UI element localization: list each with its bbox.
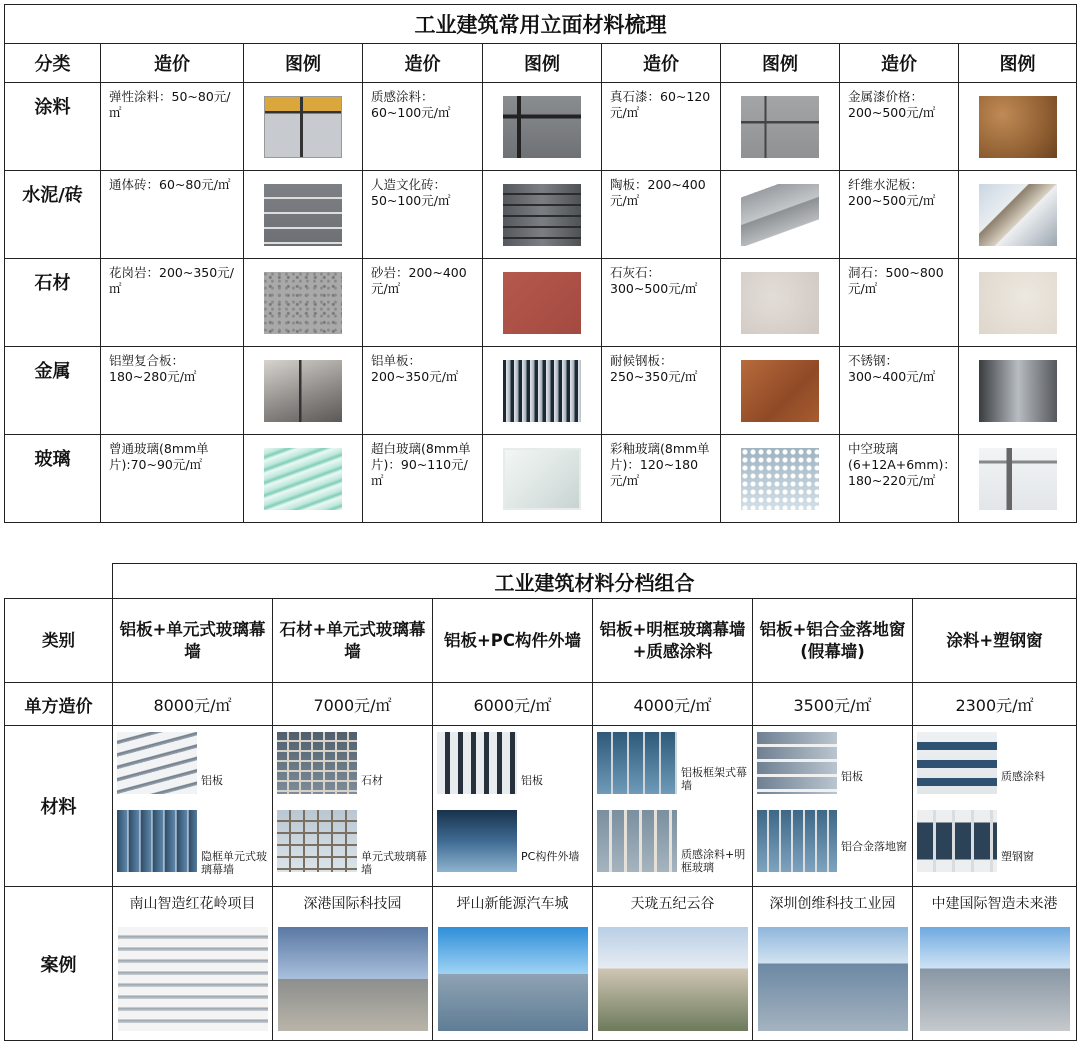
cost-text: 曾通玻璃(8mm单片):70~90元/㎡ <box>101 435 244 523</box>
case-row <box>5 887 1077 1041</box>
header-cost: 造价 <box>363 44 483 83</box>
header-category: 分类 <box>5 44 101 83</box>
category-label: 涂料 <box>5 83 101 171</box>
case-name: 坪山新能源汽车城 <box>456 896 569 912</box>
fiber-cement-swatch <box>979 184 1057 246</box>
unit-price: 3500元/㎡ <box>753 683 913 726</box>
cost-text: 纤维水泥板：200~500元/㎡ <box>840 171 959 259</box>
header-cost: 造价 <box>602 44 721 83</box>
weathering-steel-swatch <box>741 360 819 422</box>
plastic-steel-window-image <box>917 810 997 872</box>
table-row <box>5 435 1077 523</box>
table-row <box>5 171 1077 259</box>
case-photo <box>278 927 428 1031</box>
header-legend: 图例 <box>959 44 1077 83</box>
material-caption: 铝板 <box>521 774 543 787</box>
case-photo <box>920 927 1070 1031</box>
glazed-glass-swatch <box>741 448 819 510</box>
cost-text: 质感涂料：60~100元/㎡ <box>363 83 483 171</box>
cost-text: 彩釉玻璃(8mm单片)：120~180元/㎡ <box>602 435 721 523</box>
category-row <box>5 599 1077 683</box>
case-photo <box>118 927 268 1031</box>
unit-curtain-wall-image <box>277 810 357 872</box>
unit-price: 8000元/㎡ <box>113 683 273 726</box>
combo-name: 涂料+塑钢窗 <box>913 599 1077 683</box>
unit-price: 7000元/㎡ <box>273 683 433 726</box>
curtain-wall-image <box>117 810 197 872</box>
material-caption: 铝板 <box>201 774 223 787</box>
material-caption: 铝板 <box>841 770 863 783</box>
pc-wall-image <box>437 810 517 872</box>
material-caption: 质感涂料+明框玻璃 <box>681 848 746 874</box>
ordinary-glass-swatch <box>264 448 342 510</box>
case-label: 案例 <box>5 887 113 1041</box>
case-name: 中建国际智造未来港 <box>931 896 1058 912</box>
category-label: 石材 <box>5 259 101 347</box>
header-legend: 图例 <box>483 44 602 83</box>
aluminum-composite-swatch <box>264 360 342 422</box>
texture-paint-swatch <box>503 96 581 158</box>
aluminum-facade-image <box>437 732 517 794</box>
limestone-swatch <box>741 272 819 334</box>
granite-swatch <box>264 272 342 334</box>
category-label: 玻璃 <box>5 435 101 523</box>
stone-facade-image <box>277 732 357 794</box>
case-name: 深港国际科技园 <box>303 896 402 912</box>
insulated-glass-swatch <box>979 448 1057 510</box>
aluminum-facade-image <box>757 732 837 794</box>
texture-paint-image <box>917 732 997 794</box>
table2-title: 工业建筑材料分档组合 <box>113 564 1077 599</box>
case-name: 深圳创维科技工业园 <box>769 896 896 912</box>
ultra-clear-glass-swatch <box>503 448 581 510</box>
cost-text: 弹性涂料：50~80元/㎡ <box>101 83 244 171</box>
cost-text: 铝单板：200~350元/㎡ <box>363 347 483 435</box>
material-caption: 石材 <box>361 774 383 787</box>
materials-table <box>4 4 1077 523</box>
elastic-paint-swatch <box>264 96 342 158</box>
cost-text: 中空玻璃(6+12A+6mm)：180~220元/㎡ <box>840 435 959 523</box>
combo-name: 铝板+PC构件外墙 <box>433 599 593 683</box>
table1-header-row <box>5 44 1077 83</box>
material-caption: 单元式玻璃幕墙 <box>361 850 427 876</box>
combo-name: 铝板+明框玻璃幕墙+质感涂料 <box>593 599 753 683</box>
case-photo <box>758 927 908 1031</box>
case-photo <box>598 927 748 1031</box>
cost-text: 人造文化砖：50~100元/㎡ <box>363 171 483 259</box>
case-name: 天珑五纪云谷 <box>630 896 715 912</box>
case-photo <box>438 927 588 1031</box>
cost-text: 石灰石：300~500元/㎡ <box>602 259 721 347</box>
material-caption: 质感涂料 <box>1001 770 1045 783</box>
header-legend: 图例 <box>721 44 840 83</box>
cost-text: 花岗岩：200~350元/㎡ <box>101 259 244 347</box>
cost-text: 金属漆价格：200~500元/㎡ <box>840 83 959 171</box>
material-caption: 隐框单元式玻璃幕墙 <box>201 850 267 876</box>
combo-name: 铝板+铝合金落地窗(假幕墙) <box>753 599 913 683</box>
cost-text: 不锈钢：300~400元/㎡ <box>840 347 959 435</box>
aluminum-window-image <box>757 810 837 872</box>
unit-price: 4000元/㎡ <box>593 683 753 726</box>
aluminum-facade-image <box>117 732 197 794</box>
combination-table <box>4 563 1077 1041</box>
table-row <box>5 259 1077 347</box>
category-label: 类别 <box>5 599 113 683</box>
material-caption: 铝合金落地窗 <box>841 840 907 853</box>
terracotta-panel-swatch <box>741 184 819 246</box>
header-cost: 造价 <box>840 44 959 83</box>
unit-price: 6000元/㎡ <box>433 683 593 726</box>
unit-price: 2300元/㎡ <box>913 683 1077 726</box>
stone-paint-swatch <box>741 96 819 158</box>
full-body-brick-swatch <box>264 184 342 246</box>
metallic-paint-swatch <box>979 96 1057 158</box>
table1-title: 工业建筑常用立面材料梳理 <box>5 5 1077 44</box>
price-label: 单方造价 <box>5 683 113 726</box>
header-legend: 图例 <box>244 44 363 83</box>
table-row <box>5 83 1077 171</box>
cost-text: 陶板：200~400元/㎡ <box>602 171 721 259</box>
cost-text: 超白玻璃(8mm单片)：90~110元/㎡ <box>363 435 483 523</box>
cost-text: 通体砖：60~80元/㎡ <box>101 171 244 259</box>
table-row <box>5 347 1077 435</box>
cost-text: 耐候钢板：250~350元/㎡ <box>602 347 721 435</box>
cost-text: 砂岩：200~400元/㎡ <box>363 259 483 347</box>
cost-text: 真石漆：60~120元/㎡ <box>602 83 721 171</box>
sandstone-swatch <box>503 272 581 334</box>
combo-name: 铝板+单元式玻璃幕墙 <box>113 599 273 683</box>
aluminum-panel-swatch <box>503 360 581 422</box>
material-caption: 铝板框架式幕墙 <box>681 766 747 792</box>
price-row <box>5 683 1077 726</box>
combo-name: 石材+单元式玻璃幕墙 <box>273 599 433 683</box>
category-label: 水泥/砖 <box>5 171 101 259</box>
frame-curtain-wall-image <box>597 732 677 794</box>
material-caption: 塑钢窗 <box>1001 850 1034 863</box>
travertine-swatch <box>979 272 1057 334</box>
cost-text: 铝塑复合板：180~280元/㎡ <box>101 347 244 435</box>
material-label: 材料 <box>5 726 113 887</box>
case-name: 南山智造红花岭项目 <box>129 896 256 912</box>
category-label: 金属 <box>5 347 101 435</box>
header-cost: 造价 <box>101 44 244 83</box>
material-row <box>5 726 1077 887</box>
stainless-steel-swatch <box>979 360 1057 422</box>
culture-brick-swatch <box>503 184 581 246</box>
texture-paint-glass-image <box>597 810 677 872</box>
cost-text: 洞石：500~800元/㎡ <box>840 259 959 347</box>
material-caption: PC构件外墙 <box>521 850 580 863</box>
